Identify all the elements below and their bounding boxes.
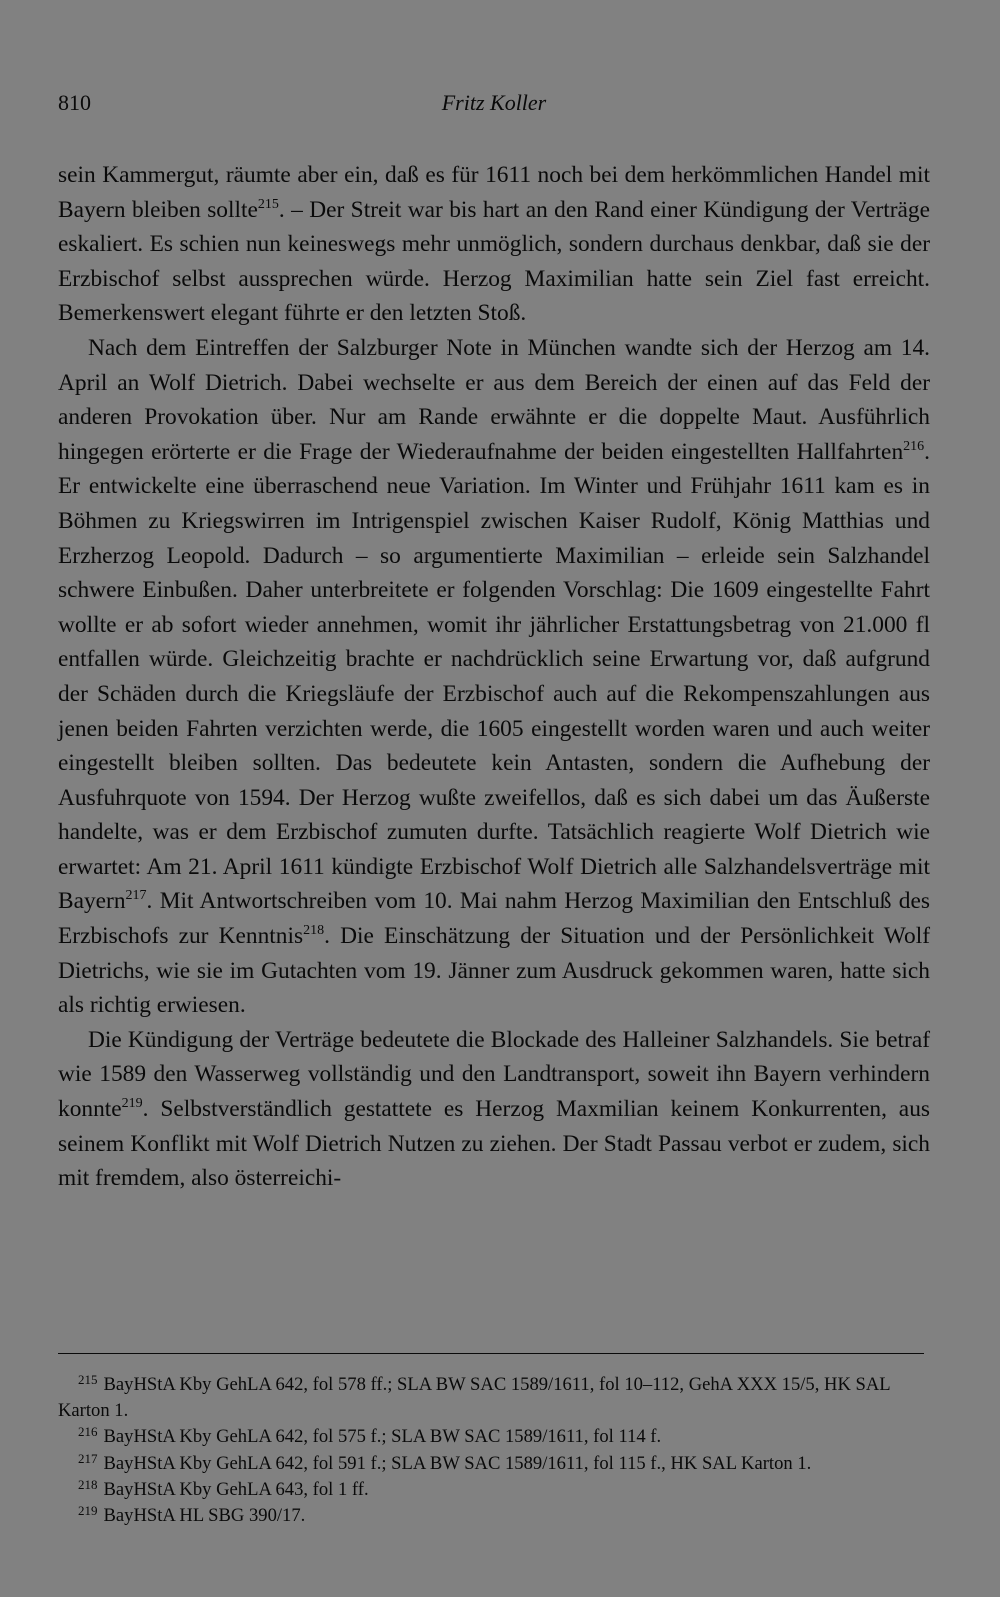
footnote-reference: 216 xyxy=(903,438,925,454)
footnote-reference: 215 xyxy=(257,196,279,212)
footnote-text: BayHStA Kby GehLA 642, fol 578 ff.; SLA BW SAC 1589/1611, fol 10–112, GehA XXX 15/5, HK SAL Karton 1. xyxy=(58,1374,890,1422)
running-head: Fritz Koller xyxy=(441,90,547,115)
paragraph-text: . Mit Antwortschreiben vom 10. Mai nahm Herzog Maximilian den Entschluß des Erzbischofs zur Kenntnis xyxy=(58,888,930,950)
footnote xyxy=(58,1451,930,1477)
footnote xyxy=(58,1372,930,1424)
page-header xyxy=(58,90,930,124)
footnote-reference: 219 xyxy=(121,1096,143,1112)
footnote-text: BayHStA HL SBG 390/17. xyxy=(103,1505,306,1527)
paragraph-text: . – Der Streit war bis hart an den Rand einer Kündigung der Verträge eskaliert. Es schien nun keineswegs mehr unmöglich, sondern durchaus denkbar, daß sie der Erzbischof selbst aussprechen würde. Herzog Maximilian hatte sein Ziel fast erreicht. Bemerkenswert elegant führte er den letzten Stoß. xyxy=(58,196,930,327)
footnote-divider xyxy=(58,1353,924,1354)
footnote xyxy=(58,1477,930,1503)
footnote-reference: 218 xyxy=(303,923,325,939)
paragraph-text: . Er entwickelte eine überraschend neue Variation. Im Winter und Frühjahr 1611 kam es in Böhmen zu Kriegswirren im Intrigenspiel zwischen Kaiser Rudolf, König Matthias und Erzherzog Leopold. Dadurch – so argumentierte Maximilian – erleide sein Salzhandel schwere Einbußen. Daher unterbreitete er folgenden Vorschlag: Die 1609 eingestellte Fahrt wollte er ab sofort wieder annehmen, womit ihr jährlicher Erstattungsbetrag von 21.000 fl entfallen würde. Gleichzeitig brachte er nachdrücklich seine Erwartung vor, daß aufgrund der Schäden durch die Kriegsläufe der Erzbischof auch auf die Rekompenszahlungen aus jenen beiden Fahrten verzichten werde, die 1605 eingestellt worden waren und auch weiter eingestellt bleiben sollten. Das bedeutete kein Antasten, sondern die Aufhebung der Ausfuhrquote von 1594. Der Herzog wußte zweifellos, daß es sich dabei um das Äußerste handelte, was er dem Erzbischof zumuten durfte. Tatsächlich reagierte Wolf Dietrich wie erwartet: Am 21. April 1611 kündigte Erzbischof Wolf Dietrich alle Salzhandelsverträge mit Bayern xyxy=(58,438,930,915)
footnote-number: 216 xyxy=(78,1424,98,1440)
footnote-number: 217 xyxy=(78,1450,98,1466)
footnote-number: 218 xyxy=(78,1476,98,1492)
footnote-text: BayHStA Kby GehLA 642, fol 575 f.; SLA BW SAC 1589/1611, fol 114 f. xyxy=(103,1426,662,1448)
paragraph xyxy=(58,1023,930,1196)
footnote xyxy=(58,1503,930,1529)
paragraph-text: . Die Einschätzung der Situation und der Persönlichkeit Wolf Dietrichs, wie sie im Gutachten vom 19. Jänner zum Ausdruck gekommen waren, hatte sich als richtig erwiesen. xyxy=(58,923,930,1019)
paragraph-text: sein Kammergut, räumte aber ein, daß es für 1611 noch bei dem herkömmlichen Handel mit Bayern bleiben sollte xyxy=(58,162,930,223)
footnotes xyxy=(58,1372,930,1529)
paragraph xyxy=(58,158,930,331)
footnote xyxy=(58,1424,930,1450)
footnote-number: 219 xyxy=(78,1503,98,1519)
footnote-number: 215 xyxy=(78,1372,98,1387)
paragraph-text: Nach dem Eintreffen der Salzburger Note in München wandte sich der Herzog am 14. April an Wolf Dietrich. Dabei wechselte er aus dem Bereich der einen auf das Feld der anderen Provokation über. Nur am Rande erwähnte er die doppelte Maut. Ausführlich hingegen erörterte er die Frage der Wiederaufnahme der beiden eingestellten Hallfahrten xyxy=(58,334,930,465)
footnote-reference: 217 xyxy=(125,888,147,904)
paragraph-text: Die Kündigung der Verträge bedeutete die Blockade des Halleiner Salzhandels. Sie betraf wie 1589 den Wasserweg vollständig und den Landtransport, soweit ihn Bayern verhindern konnte xyxy=(58,1026,930,1123)
page-number: 810 xyxy=(58,90,91,115)
paragraph-text: . Selbstverständlich gestattete es Herzog Maxmilian keinem Konkurrenten, aus seinem Konflikt mit Wolf Dietrich Nutzen zu ziehen. Der Stadt Passau verbot er zudem, sich mit fremdem, also österreichi- xyxy=(58,1096,930,1192)
footnote-text: BayHStA Kby GehLA 642, fol 591 f.; SLA BW SAC 1589/1611, fol 115 f., HK SAL Karton 1. xyxy=(103,1452,812,1474)
paragraph xyxy=(58,331,930,1023)
body-text xyxy=(58,158,930,1196)
footnote-text: BayHStA Kby GehLA 643, fol 1 ff. xyxy=(103,1478,369,1500)
